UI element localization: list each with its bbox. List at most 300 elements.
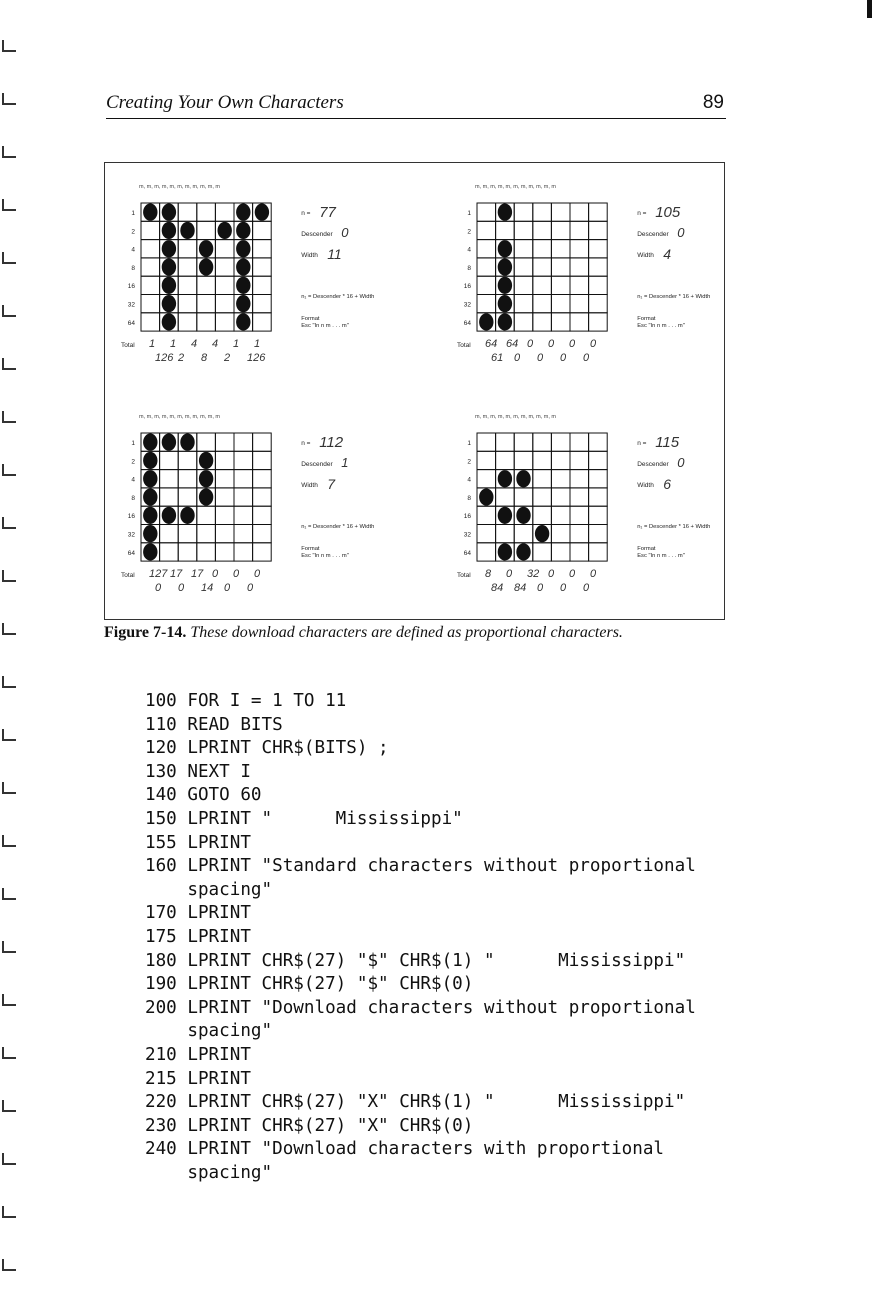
total-value: 0 [569, 568, 576, 581]
grid-cell [197, 433, 216, 451]
total-value: 0 [506, 568, 513, 581]
descender-value: 0 [677, 455, 685, 470]
figure-graphic [105, 163, 724, 619]
grid-cell [253, 451, 272, 469]
descender-value: 1 [341, 455, 349, 470]
column-header: m, m, m, m, m, m, m, m, m, m, m [139, 414, 220, 420]
grid-cell [215, 276, 234, 294]
descender-label: Descender [301, 231, 333, 238]
n-value: 115 [655, 434, 680, 451]
basic-code-listing [145, 690, 745, 1185]
binding-mark [2, 93, 16, 105]
binding-mark [2, 941, 16, 953]
dot [143, 434, 157, 451]
grid-cell [589, 276, 608, 294]
binding-mark [2, 888, 16, 900]
grid-cell [570, 543, 589, 561]
n-label: n = [301, 440, 311, 447]
grid-cell [589, 313, 608, 331]
dot [180, 434, 194, 451]
total-value: 84 [514, 582, 527, 595]
code-line: 120 LPRINT CHR$(BITS) ; [145, 738, 389, 759]
total-value: 4 [212, 338, 219, 351]
dot [162, 434, 176, 451]
grid-cell [533, 488, 552, 506]
format-label: Format [637, 546, 656, 552]
row-label: 2 [467, 228, 471, 236]
row-label: 1 [131, 440, 135, 447]
format-value: Esc "In n m . . . m" [637, 553, 685, 559]
grid-cell [253, 543, 272, 561]
grid-cell [178, 451, 197, 469]
descender-label: Descender [637, 231, 669, 238]
grid-cell [215, 451, 234, 469]
width-label: Width [301, 252, 318, 259]
row-label: 4 [467, 246, 471, 254]
total-label: Total [121, 572, 135, 580]
total-value: 126 [247, 352, 266, 365]
grid-cell [234, 543, 253, 561]
grid-cell [141, 258, 160, 276]
dot [236, 204, 250, 221]
total-value: 64 [506, 338, 519, 351]
dot [236, 313, 250, 330]
grid-cell [477, 470, 496, 488]
descender-value: 0 [341, 225, 349, 240]
grid-cell [178, 525, 197, 543]
grid-cell [514, 240, 533, 258]
dot [498, 258, 512, 275]
grid-cell [197, 203, 216, 221]
width-value: 4 [663, 246, 671, 262]
dot [498, 295, 512, 312]
grid-cell [477, 258, 496, 276]
binding-mark [2, 1100, 16, 1112]
dot [162, 313, 176, 330]
total-value: 0 [560, 582, 567, 595]
code-line: 150 LPRINT " Mississippi" [145, 808, 463, 829]
grid-cell [533, 203, 552, 221]
row-label: 2 [467, 458, 471, 466]
grid-cell [215, 506, 234, 524]
grid-cell [160, 451, 179, 469]
dot [162, 295, 176, 312]
grid-cell [253, 488, 272, 506]
grid-cell [551, 470, 570, 488]
grid-cell [496, 433, 515, 451]
row-label: 4 [467, 476, 471, 484]
format-label: Format [301, 546, 320, 552]
grid-cell [178, 295, 197, 313]
grid-cell [197, 276, 216, 294]
row-label: 16 [127, 513, 135, 521]
row-label: 4 [131, 246, 135, 254]
grid-cell [197, 525, 216, 543]
total-value: 14 [201, 582, 214, 595]
grid-cell [514, 488, 533, 506]
grid-cell [496, 488, 515, 506]
code-line: 110 READ BITS [145, 714, 283, 735]
grid-cell [197, 221, 216, 239]
binding-mark [2, 676, 16, 688]
total-label: Total [121, 342, 135, 350]
total-label: Total [457, 572, 471, 580]
grid-cell [570, 525, 589, 543]
total-value: 0 [233, 568, 240, 581]
column-header: m, m, m, m, m, m, m, m, m, m, m [139, 184, 220, 190]
n-value: 77 [319, 204, 336, 221]
binding-mark [2, 1206, 16, 1218]
grid-cell [570, 221, 589, 239]
grid-cell [533, 313, 552, 331]
row-label: 4 [131, 476, 135, 484]
total-value: 0 [548, 568, 555, 581]
grid-cell [253, 240, 272, 258]
grid-cell [514, 313, 533, 331]
grid-cell [178, 258, 197, 276]
grid-cell [496, 451, 515, 469]
dot [162, 277, 176, 294]
grid-cell [551, 433, 570, 451]
grid-cell [514, 433, 533, 451]
dot [236, 258, 250, 275]
grid-cell [215, 203, 234, 221]
row-label: 64 [127, 319, 135, 327]
row-label: 1 [467, 440, 471, 447]
n-label: n = [637, 210, 647, 217]
formula: n₁ = Descender * 16 + Width [301, 294, 375, 300]
format-value: Esc "In n m . . . m" [301, 553, 349, 559]
dot [516, 543, 530, 560]
format-label: Format [637, 316, 656, 322]
dot [143, 525, 157, 542]
grid-cell [215, 240, 234, 258]
grid-cell [514, 451, 533, 469]
grid-cell [253, 525, 272, 543]
row-label: 16 [463, 283, 471, 291]
grid-cell [514, 258, 533, 276]
grid-cell [215, 470, 234, 488]
code-line: 160 LPRINT "Standard characters without proportional [145, 856, 696, 877]
grid-cell [589, 543, 608, 561]
code-line: spacing" [145, 1162, 273, 1183]
width-label: Width [301, 482, 318, 489]
total-value: 0 [569, 338, 576, 351]
total-value: 0 [254, 568, 261, 581]
code-line: 155 LPRINT [145, 832, 251, 853]
column-header: m, m, m, m, m, m, m, m, m, m, m [475, 414, 556, 420]
binding-mark [2, 1259, 16, 1271]
total-value: 1 [254, 338, 261, 351]
n-value: 105 [655, 204, 681, 221]
grid-cell [551, 221, 570, 239]
code-line: 200 LPRINT "Download characters without proportional [145, 997, 696, 1018]
grid-cell [178, 313, 197, 331]
format-label: Format [301, 316, 320, 322]
code-line: 220 LPRINT CHR$(27) "X" CHR$(1) " Mississippi" [145, 1092, 686, 1113]
dot [479, 488, 493, 505]
grid-cell [197, 313, 216, 331]
dot [180, 507, 194, 524]
binding-mark [2, 305, 16, 317]
total-value: 0 [583, 582, 590, 595]
binding-mark [2, 146, 16, 158]
grid-cell [253, 221, 272, 239]
grid-cell [551, 203, 570, 221]
grid-cell [477, 543, 496, 561]
dot [236, 222, 250, 239]
code-line: 240 LPRINT "Download characters with proportional [145, 1139, 665, 1160]
column-header: m, m, m, m, m, m, m, m, m, m, m [475, 184, 556, 190]
total-label: Total [457, 342, 471, 350]
row-label: 16 [127, 283, 135, 291]
grid-cell [570, 488, 589, 506]
grid-cell [589, 258, 608, 276]
total-value: 126 [155, 352, 174, 365]
grid-cell [160, 488, 179, 506]
dot [199, 452, 213, 469]
grid-cell [589, 470, 608, 488]
grid-cell [496, 221, 515, 239]
dot [498, 470, 512, 487]
binding-mark [2, 729, 16, 741]
dot [479, 313, 493, 330]
binding-mark [2, 411, 16, 423]
grid-cell [570, 451, 589, 469]
grid-cell [477, 276, 496, 294]
grid-cell [197, 295, 216, 313]
grid-cell [589, 525, 608, 543]
dot [199, 470, 213, 487]
page-number: 89 [702, 92, 724, 113]
row-label: 64 [463, 549, 471, 557]
grid-cell [178, 470, 197, 488]
grid-cell [197, 506, 216, 524]
edge-mark [867, 0, 872, 18]
grid-cell [533, 240, 552, 258]
binding-mark [2, 835, 16, 847]
grid-cell [533, 295, 552, 313]
dot [143, 470, 157, 487]
dot [162, 258, 176, 275]
total-value: 0 [583, 352, 590, 365]
binding-mark [2, 199, 16, 211]
total-value: 0 [527, 338, 534, 351]
grid-cell [477, 451, 496, 469]
grid-cell [533, 470, 552, 488]
code-line: 175 LPRINT [145, 926, 251, 947]
dot [535, 525, 549, 542]
width-label: Width [637, 252, 654, 259]
grid-cell [141, 240, 160, 258]
total-value: 64 [485, 338, 498, 351]
total-value: 0 [590, 568, 597, 581]
row-label: 32 [127, 301, 135, 309]
code-line: 170 LPRINT [145, 903, 251, 924]
grid-cell [589, 240, 608, 258]
dot [236, 277, 250, 294]
grid-cell [477, 221, 496, 239]
grid-cell [533, 258, 552, 276]
grid-cell [160, 470, 179, 488]
grid-cell [570, 203, 589, 221]
total-value: 17 [191, 568, 204, 581]
dot [255, 204, 269, 221]
grid-cell [570, 506, 589, 524]
row-label: 8 [131, 264, 135, 272]
total-value: 17 [170, 568, 183, 581]
descender-value: 0 [677, 225, 685, 240]
dot [516, 507, 530, 524]
row-label: 1 [467, 210, 471, 217]
binding-mark [2, 1047, 16, 1059]
grid-cell [253, 258, 272, 276]
grid-cell [533, 221, 552, 239]
grid-cell [551, 488, 570, 506]
grid-cell [589, 451, 608, 469]
total-value: 0 [178, 582, 185, 595]
row-label: 1 [131, 210, 135, 217]
grid-cell [253, 295, 272, 313]
grid-cell [215, 543, 234, 561]
code-line: 210 LPRINT [145, 1044, 251, 1065]
grid-cell [178, 543, 197, 561]
dot [498, 240, 512, 257]
row-label: 8 [131, 494, 135, 502]
total-value: 1 [170, 338, 177, 351]
grid-cell [160, 525, 179, 543]
n-label: n = [301, 210, 311, 217]
dot [236, 295, 250, 312]
dot [143, 204, 157, 221]
figure-caption [104, 624, 744, 642]
formula: n₁ = Descender * 16 + Width [637, 294, 711, 300]
grid-cell [551, 313, 570, 331]
binding-mark [2, 40, 16, 52]
grid-cell [551, 295, 570, 313]
grid-cell [141, 295, 160, 313]
total-value: 2 [178, 352, 185, 365]
caption-label: Figure 7-14. [104, 624, 187, 641]
total-value: 0 [560, 352, 567, 365]
grid-cell [533, 433, 552, 451]
width-value: 11 [327, 246, 342, 262]
code-line: spacing" [145, 879, 273, 900]
grid-cell [589, 295, 608, 313]
code-line: 100 FOR I = 1 TO 11 [145, 691, 347, 711]
grid-cell [215, 433, 234, 451]
row-label: 2 [131, 228, 135, 236]
total-value: 1 [233, 338, 240, 351]
n-label: n = [637, 440, 647, 447]
dot [498, 204, 512, 221]
grid-cell [589, 203, 608, 221]
row-label: 32 [463, 301, 471, 309]
total-value: 0 [224, 582, 231, 595]
dot [498, 313, 512, 330]
width-value: 7 [327, 476, 335, 492]
grid-cell [234, 433, 253, 451]
grid-cell [570, 313, 589, 331]
total-value: 4 [191, 338, 198, 351]
dot [162, 507, 176, 524]
code-line: 215 LPRINT [145, 1068, 251, 1089]
total-value: 0 [514, 352, 521, 365]
dot [199, 488, 213, 505]
total-value: 1 [149, 338, 156, 351]
row-label: 32 [127, 531, 135, 539]
grid-cell [253, 506, 272, 524]
grid-cell [570, 276, 589, 294]
grid-cell [477, 295, 496, 313]
dot [218, 222, 232, 239]
grid-cell [589, 433, 608, 451]
code-line: spacing" [145, 1021, 273, 1042]
grid-cell [234, 506, 253, 524]
row-label: 32 [463, 531, 471, 539]
row-label: 8 [467, 494, 471, 502]
formula: n₁ = Descender * 16 + Width [637, 524, 711, 530]
grid-cell [477, 433, 496, 451]
grid-cell [533, 451, 552, 469]
dot [199, 240, 213, 257]
total-value: 8 [485, 568, 492, 581]
grid-cell [253, 470, 272, 488]
total-value: 61 [491, 352, 504, 365]
grid-cell [551, 240, 570, 258]
grid-cell [234, 488, 253, 506]
width-label: Width [637, 482, 654, 489]
grid-cell [178, 488, 197, 506]
grid-cell [533, 276, 552, 294]
grid-cell [215, 525, 234, 543]
n-value: 112 [319, 434, 344, 451]
code-line: 180 LPRINT CHR$(27) "$" CHR$(1) " Mississippi" [145, 950, 686, 971]
total-value: 127 [149, 568, 168, 581]
grid-cell [215, 258, 234, 276]
binding-mark [2, 570, 16, 582]
dot [236, 240, 250, 257]
code-line: 140 GOTO 60 [145, 785, 262, 806]
grid-cell [551, 525, 570, 543]
dot [498, 507, 512, 524]
grid-cell [253, 433, 272, 451]
binding-mark [2, 994, 16, 1006]
grid-cell [514, 525, 533, 543]
total-value: 0 [537, 352, 544, 365]
descender-label: Descender [637, 461, 669, 468]
grid-cell [514, 295, 533, 313]
grid-cell [570, 433, 589, 451]
dot [143, 543, 157, 560]
grid-cell [178, 240, 197, 258]
binding-mark [2, 464, 16, 476]
dot [199, 258, 213, 275]
grid-cell [496, 525, 515, 543]
grid-cell [514, 221, 533, 239]
total-value: 84 [491, 582, 504, 595]
total-value: 0 [548, 338, 555, 351]
grid-cell [551, 451, 570, 469]
total-value: 0 [247, 582, 254, 595]
row-label: 16 [463, 513, 471, 521]
grid-cell [477, 203, 496, 221]
binding-mark [2, 1153, 16, 1165]
descender-label: Descender [301, 461, 333, 468]
grid-cell [570, 240, 589, 258]
row-label: 8 [467, 264, 471, 272]
dot [143, 488, 157, 505]
